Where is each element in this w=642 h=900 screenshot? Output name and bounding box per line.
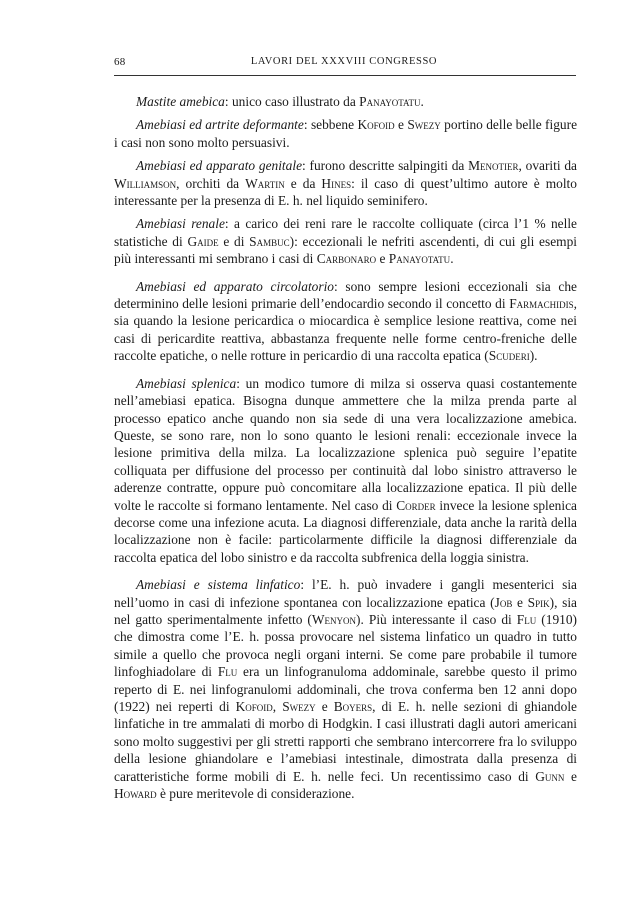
paragraph-text: , di E. h. nelle sezioni di ghiandole linfatiche in tre ammalati di morbo di Hodgkin. I casi illustrati dagli autori americani sono molto suggestivi per gli stretti rapporti che sembrano intercorrere fra lo sviluppo della lesione ghiandolare e l’amebiasi intestinale, dimostrata dalla presenza di caratteristiche forme mobili di E. h. nelle feci. Un recentissimo caso di — [114, 699, 577, 784]
author-name: Boyers — [333, 699, 373, 714]
author-name: Panayotatu — [388, 251, 451, 267]
author-name: Kofoid — [235, 699, 273, 714]
author-name: Gunn — [535, 768, 565, 784]
paragraph-text: e — [394, 117, 408, 133]
author-name: Wenyon — [311, 611, 357, 627]
paragraph — [114, 576, 577, 802]
paragraph — [114, 157, 577, 209]
author-name: Kofoid — [357, 117, 395, 133]
page-number: 68 — [114, 56, 126, 68]
paragraph-text: e da — [284, 175, 322, 191]
author-name: Spik — [527, 594, 550, 610]
paragraph-text: ). Più interessante il caso di — [356, 611, 517, 627]
author-name: Farmachidis — [509, 296, 574, 312]
paragraph-text: è pure meritevole di considerazione. — [156, 786, 355, 802]
author-name: Carbonaro — [316, 251, 377, 267]
paragraph-text: : furono descritte salpingiti da — [302, 158, 469, 174]
author-name: Swezy — [407, 117, 441, 133]
paragraph-lead: Amebiasi ed artrite deformante — [136, 117, 304, 133]
paragraph-text: : sono sempre lesioni eccezionali sia che determinino delle lesioni primarie dell’endocardio secondo il concetto di — [114, 278, 577, 312]
paragraph-text: , orchiti da — [176, 175, 246, 191]
author-name: Swezy — [282, 699, 316, 714]
paragraph — [114, 93, 577, 110]
header-rule — [114, 75, 576, 76]
paragraph-text: . — [450, 251, 454, 267]
author-name: Williamson — [114, 175, 177, 191]
author-name: Howard — [114, 786, 157, 802]
paragraph-text: portino delle belle figure i casi non sono molto persuasivi. — [114, 117, 578, 150]
paragraph-text: , — [272, 699, 283, 714]
paragraph-text: , sia quando la lesione pericardica o miocardica è semplice lesione reattiva, come nei casi di pericardite reattiva, abbastanza frequente nelle forme centro-freniche delle raccolte epatiche, o nelle rotture in pericardio di una raccolta epatica ( — [114, 296, 577, 364]
paragraph-text: : unico caso illustrato da — [224, 94, 360, 109]
paragraph — [114, 278, 577, 365]
paragraph — [114, 375, 577, 566]
paragraph-lead: Amebiasi ed apparato genitale — [136, 158, 303, 174]
paragraph-text: invece la lesione splenica decorse come una infezione acuta. La diagnosi differenziale, data anche la rarità della localizzazione non è facile: particolarmente difficile la diagnosi differenziale da raccolta epatica del lobo sinistro e da raccolta subfrenica della loggia sinistra. — [114, 497, 577, 565]
author-name: Wartin — [245, 175, 285, 191]
paragraph-lead: Amebiasi splenica — [136, 375, 237, 391]
author-name: Flu — [516, 611, 537, 627]
body-text — [114, 93, 577, 808]
paragraph-text: ). — [529, 348, 538, 364]
paragraph-text: ): eccezionali le nefriti ascendenti, di cui gli esempi più interessanti mi sembrano i casi di — [114, 233, 577, 267]
paragraph-text: : un modico tumore di milza si osserva quasi costantemente nell’amebiasi epatica. Bisogna dunque ammettere che la milza prenda parte al processo epatico anche quando non sia sede di una vera localizzazione amebica. Queste, se sono rare, non lo sono quanto le lesioni renali: eccezionale invece la lesione primitiva della milza. La localizzazione splenica può seguire l’epatite colliquata per diffusione del processo per continuità dal lobo sinistro attraverso le aderenze contratte, oppure può concomitare alla localizzazione epatica. Il più delle volte le raccolte si formano lentamente. Nel caso di — [114, 375, 577, 513]
author-name: Panayotatu — [359, 94, 421, 109]
paragraph-text: e — [512, 594, 528, 610]
paragraph-text: : sebbene — [303, 117, 358, 133]
paragraph-lead: Mastite amebica — [136, 94, 225, 109]
paragraph-lead: Amebiasi e sistema linfatico — [136, 577, 301, 593]
paragraph-text: e — [315, 699, 334, 714]
paragraph-text: (1910) che dimostra come l’E. h. possa provocare nel sistema linfatico un quadro in tutto simile a quello che provoca negli organi interni. Se come pare probabile il tumore linfoghiadolare di — [114, 611, 577, 680]
author-name: Scuderi — [488, 348, 530, 364]
page-header — [114, 56, 574, 74]
paragraph-text: e di — [218, 233, 250, 249]
author-name: Menotier — [468, 158, 519, 174]
author-name: Corder — [396, 497, 436, 513]
paragraph-text: . — [420, 94, 424, 109]
paragraph-text: : l’E. h. può invadere i gangli mesenterici sia nell’uomo in casi di infezione spontanea con localizzazione epatica ( — [114, 577, 577, 610]
paragraph — [114, 116, 577, 151]
author-name: Job — [494, 594, 513, 610]
author-name: Sambuc — [249, 233, 290, 249]
paragraph-text: , ovariti da — [518, 158, 577, 174]
running-head: LAVORI DEL XXXVIII CONGRESSO — [250, 56, 438, 67]
paragraph-lead: Amebiasi renale — [136, 216, 225, 232]
paragraph-lead: Amebiasi ed apparato circolatorio — [136, 278, 335, 294]
paragraph — [114, 215, 577, 267]
author-name: Gaide — [187, 233, 219, 249]
paragraph-text: ), sia nel gatto sperimentalmente infetto ( — [114, 594, 578, 627]
paragraph-text: : il caso di quest’ultimo autore è molto interessante per la presenza di E. h. nel liquido seminifero. — [114, 175, 577, 209]
paragraph-text: era un linfogranuloma addominale, sarebbe questo il primo reperto di E. nei linfogranulomi addominali, che trova conferma ben 12 anni dopo (1922) nei reperti di — [114, 664, 577, 714]
paragraph-text: e — [376, 251, 389, 267]
author-name: Flu — [217, 664, 238, 680]
paragraph-text: e — [564, 768, 577, 784]
author-name: Hines — [321, 175, 352, 191]
paragraph-text: : a carico dei reni rare le raccolte colliquate (circa l’1 % nelle statistiche di — [114, 216, 577, 249]
